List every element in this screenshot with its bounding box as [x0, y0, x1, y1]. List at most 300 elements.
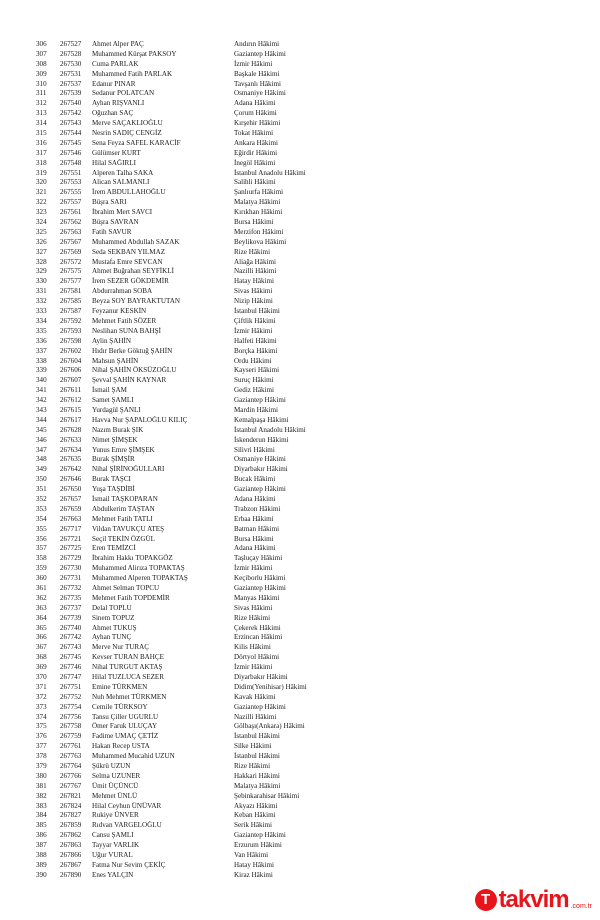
list-row — [0, 258, 600, 268]
court-assignment: Halfeti Hâkimi — [234, 336, 277, 345]
registry-number: 267561 — [60, 208, 82, 217]
row-number: 389 — [36, 860, 47, 869]
list-row — [0, 703, 600, 713]
court-assignment: Çekerek Hâkimi — [234, 623, 281, 632]
row-number: 371 — [36, 682, 47, 691]
person-name: Muhammed Abdullah SAZAK — [92, 237, 180, 246]
court-assignment: Tavşanlı Hâkimi — [234, 79, 281, 88]
list-row — [0, 188, 600, 198]
registry-number: 267539 — [60, 89, 82, 98]
row-number: 387 — [36, 841, 47, 850]
person-name: Burak ŞİMŞİR — [92, 455, 135, 464]
list-row — [0, 307, 600, 317]
row-number: 380 — [36, 771, 47, 780]
person-name: İrem ABDULLAHOĞLU — [92, 188, 166, 197]
row-number: 377 — [36, 742, 47, 751]
registry-number: 267743 — [60, 643, 82, 652]
registry-number: 267555 — [60, 188, 82, 197]
registry-number: 267659 — [60, 504, 82, 513]
row-number: 317 — [36, 148, 47, 157]
row-number: 363 — [36, 603, 47, 612]
row-number: 379 — [36, 762, 47, 771]
list-row — [0, 495, 600, 505]
court-assignment: Hakkari Hâkimi — [234, 771, 280, 780]
list-row — [0, 248, 600, 258]
person-name: İsmail ŞAM — [92, 386, 127, 395]
court-assignment: Kırşehir Hâkimi — [234, 119, 281, 128]
court-assignment: Nazilli Hâkimi — [234, 712, 277, 721]
registry-number: 267735 — [60, 593, 82, 602]
list-row — [0, 841, 600, 851]
list-row — [0, 119, 600, 129]
registry-number: 267544 — [60, 129, 82, 138]
registry-number: 267742 — [60, 633, 82, 642]
court-assignment: Salihli Hâkimi — [234, 178, 276, 187]
person-name: Yurdagül ŞANLI — [92, 405, 141, 414]
list-row — [0, 396, 600, 406]
person-name: Hilal TUZLUCA SEZER — [92, 673, 164, 681]
row-number: 318 — [36, 158, 47, 167]
registry-number: 267650 — [60, 485, 82, 494]
court-assignment: Trabzon Hâkimi — [234, 504, 281, 513]
registry-number: 267751 — [60, 682, 82, 691]
registry-number: 267577 — [60, 277, 82, 286]
row-number: 345 — [36, 425, 47, 434]
row-number: 370 — [36, 673, 47, 681]
row-number: 365 — [36, 623, 47, 632]
row-number: 356 — [36, 534, 47, 543]
registry-number: 267754 — [60, 702, 82, 711]
list-row — [0, 129, 600, 139]
row-number: 340 — [36, 376, 47, 385]
row-number: 315 — [36, 129, 47, 138]
list-row — [0, 792, 600, 802]
list-row — [0, 515, 600, 525]
person-name: Neslihan SUNA BAHŞİ — [92, 326, 161, 335]
person-name: Alperen Talha SAKA — [92, 168, 154, 177]
registry-number: 267737 — [60, 603, 82, 612]
court-assignment: Gediz Hâkimi — [234, 386, 274, 395]
row-number: 359 — [36, 564, 47, 573]
registry-number: 267542 — [60, 109, 82, 118]
list-row — [0, 475, 600, 485]
list-row — [0, 70, 600, 80]
registry-number: 267732 — [60, 583, 82, 592]
court-assignment: Kiraz Hâkimi — [234, 870, 273, 879]
row-number: 322 — [36, 198, 47, 207]
court-assignment: Manyas Hâkimi — [234, 593, 280, 602]
registry-number: 267611 — [60, 386, 82, 395]
court-assignment: Andırın Hâkimi — [234, 40, 280, 48]
person-name: Mehmet Fatih TATLI — [92, 514, 153, 523]
registry-number: 267545 — [60, 138, 82, 147]
row-number: 306 — [36, 40, 47, 48]
person-name: Muhammed Alperen TOPAKTAŞ — [92, 574, 188, 583]
row-number: 307 — [36, 49, 47, 58]
registry-number: 267756 — [60, 712, 82, 721]
person-name: Nazım Burak ŞIK — [92, 425, 144, 434]
registry-number: 267821 — [60, 791, 82, 800]
registry-number: 267543 — [60, 119, 82, 128]
court-assignment: Adana Hâkimi — [234, 494, 276, 503]
registry-number: 267827 — [60, 811, 82, 820]
person-name: Şükrü UZUN — [92, 762, 131, 771]
court-assignment: Erzincan Hâkimi — [234, 633, 283, 642]
person-name: Aylin ŞAHİN — [92, 336, 131, 345]
row-number: 378 — [36, 752, 47, 761]
court-assignment: Diyarbakır Hâkimi — [234, 465, 288, 474]
person-name: Cuma PARLAK — [92, 59, 139, 68]
registry-number: 267604 — [60, 356, 82, 365]
court-assignment: Suruç Hâkimi — [234, 376, 274, 385]
court-assignment: Van Hâkimi — [234, 851, 269, 860]
list-row — [0, 584, 600, 594]
list-row — [0, 742, 600, 752]
registry-number: 267593 — [60, 326, 82, 335]
person-name: Mustafa Emre SEVCAN — [92, 257, 163, 266]
registry-number: 267581 — [60, 287, 82, 296]
court-assignment: Rize Hâkimi — [234, 247, 271, 256]
row-number: 366 — [36, 633, 47, 642]
row-number: 388 — [36, 851, 47, 860]
court-assignment: Batman Hâkimi — [234, 524, 280, 533]
list-row — [0, 386, 600, 396]
court-assignment: Akyazı Hâkimi — [234, 801, 278, 810]
row-number: 352 — [36, 494, 47, 503]
court-assignment: İskenderun Hâkimi — [234, 435, 289, 444]
list-row — [0, 772, 600, 782]
row-number: 369 — [36, 663, 47, 672]
person-name: Nihal ŞİRİNOĞULLARI — [92, 465, 165, 474]
list-row — [0, 861, 600, 871]
list-row — [0, 732, 600, 742]
court-assignment: Gaziantep Hâkimi — [234, 831, 286, 840]
list-row — [0, 277, 600, 287]
list-row — [0, 208, 600, 218]
row-number: 314 — [36, 119, 47, 128]
person-name: Burak TAŞCI — [92, 475, 131, 484]
court-assignment: Nizip Hâkimi — [234, 297, 273, 306]
person-name: Hilal SAĞIRLI — [92, 158, 136, 167]
person-name: Büşra SAVRAN — [92, 218, 139, 227]
row-number: 373 — [36, 702, 47, 711]
row-number: 341 — [36, 386, 47, 395]
court-assignment: Sivas Hâkimi — [234, 287, 273, 296]
list-row — [0, 544, 600, 554]
row-number: 383 — [36, 801, 47, 810]
registry-number: 267717 — [60, 524, 82, 533]
court-assignment: İstanbul Hâkimi — [234, 732, 280, 741]
person-name: Rıdvan VARGELOĞLU — [92, 821, 162, 830]
row-number: 308 — [36, 59, 47, 68]
court-assignment: Kırıkhan Hâkimi — [234, 208, 283, 217]
registry-number: 267612 — [60, 396, 82, 405]
person-name: Ayhan TUNÇ — [92, 633, 132, 642]
registry-number: 267572 — [60, 257, 82, 266]
registry-number: 267546 — [60, 148, 82, 157]
court-assignment: Çorum Hâkimi — [234, 109, 277, 118]
row-number: 372 — [36, 692, 47, 701]
person-name: Uğur VURAL — [92, 851, 133, 860]
person-name: İbrahim Mert SAVCI — [92, 208, 153, 217]
row-number: 327 — [36, 247, 47, 256]
list-row — [0, 624, 600, 634]
row-number: 382 — [36, 791, 47, 800]
court-assignment: Gaziantep Hâkimi — [234, 583, 286, 592]
person-name: Sena Feyza SAFEL KARACİF — [92, 138, 181, 147]
person-name: Edanur PINAR — [92, 79, 136, 88]
list-row — [0, 159, 600, 169]
row-number: 330 — [36, 277, 47, 286]
list-row — [0, 139, 600, 149]
row-number: 390 — [36, 870, 47, 879]
row-number: 348 — [36, 455, 47, 464]
court-assignment: Gölbaşı(Ankara) Hâkimi — [234, 722, 305, 731]
court-assignment: Serik Hâkimi — [234, 821, 273, 830]
list-row — [0, 317, 600, 327]
list-row — [0, 99, 600, 109]
registry-number: 267725 — [60, 544, 82, 553]
registry-number: 267747 — [60, 673, 82, 681]
court-assignment: Erzurum Hâkimi — [234, 841, 282, 850]
court-assignment: İstanbul Anadolu Hâkimi — [234, 168, 306, 177]
person-name: Eren TEMİZCİ — [92, 544, 136, 553]
row-number: 331 — [36, 287, 47, 296]
court-assignment: Didim(Yenihisar) Hâkimi — [234, 682, 307, 691]
registry-number: 267824 — [60, 801, 82, 810]
court-assignment: Gaziantep Hâkimi — [234, 49, 286, 58]
list-row — [0, 802, 600, 812]
list-row — [0, 574, 600, 584]
list-row — [0, 178, 600, 188]
court-assignment: Gaziantep Hâkimi — [234, 702, 286, 711]
registry-number: 267551 — [60, 168, 82, 177]
court-assignment: İzmir Hâkimi — [234, 564, 273, 573]
court-assignment: Başkale Hâkimi — [234, 69, 280, 78]
registry-number: 267761 — [60, 742, 82, 751]
person-name: Yuşa TAŞDİBİ — [92, 485, 135, 494]
person-name: Mehmet Fatih SÖZER — [92, 316, 157, 325]
court-assignment: Beylikova Hâkimi — [234, 237, 287, 246]
person-name: Hilal Ceyhun ÜNÜVAR — [92, 801, 162, 810]
list-row — [0, 673, 600, 683]
registry-number: 267537 — [60, 79, 82, 88]
person-name: Cemile TÜRKSOY — [92, 702, 148, 711]
list-row — [0, 446, 600, 456]
person-name: Nuh Mehmet TÜRKMEN — [92, 692, 167, 701]
registry-number: 267575 — [60, 267, 82, 276]
row-number: 310 — [36, 79, 47, 88]
list-row — [0, 376, 600, 386]
person-name: Ümit ÜÇÜNCÜ — [92, 781, 139, 790]
list-row — [0, 436, 600, 446]
registry-number: 267528 — [60, 49, 82, 58]
row-number: 319 — [36, 168, 47, 177]
person-name: Merve Nur TURAÇ — [92, 643, 150, 652]
person-name: Ayhan RIŞVANLI — [92, 99, 145, 108]
court-assignment: İstanbul Anadolu Hâkimi — [234, 425, 306, 434]
person-name: Muhammed Mucahid UZUN — [92, 752, 175, 761]
list-row — [0, 337, 600, 347]
row-number: 381 — [36, 781, 47, 790]
registry-number: 267557 — [60, 198, 82, 207]
row-number: 336 — [36, 336, 47, 345]
registry-number: 267617 — [60, 415, 82, 424]
list-row — [0, 80, 600, 90]
person-name: Tayyar VARLIK — [92, 841, 140, 850]
list-row — [0, 465, 600, 475]
row-number: 320 — [36, 178, 47, 187]
court-assignment: Dörtyol Hâkimi — [234, 653, 280, 662]
appointment-list — [0, 40, 600, 881]
registry-number: 267567 — [60, 237, 82, 246]
list-row — [0, 871, 600, 881]
registry-number: 267745 — [60, 653, 82, 662]
person-name: Mehmet ÜNLÜ — [92, 791, 138, 800]
registry-number: 267866 — [60, 851, 82, 860]
row-number: 321 — [36, 188, 47, 197]
person-name: Sinem TOPUZ — [92, 613, 135, 622]
list-row — [0, 347, 600, 357]
court-assignment: İnegöl Hâkimi — [234, 158, 276, 167]
row-number: 354 — [36, 514, 47, 523]
person-name: Nihal ŞAHİN ÖKSÜZOĞLU — [92, 366, 177, 375]
registry-number: 267740 — [60, 623, 82, 632]
registry-number: 267657 — [60, 494, 82, 503]
registry-number: 267569 — [60, 247, 82, 256]
person-name: Nesrin SADIÇ CENGİZ — [92, 129, 162, 138]
row-number: 339 — [36, 366, 47, 375]
registry-number: 267746 — [60, 663, 82, 672]
row-number: 312 — [36, 99, 47, 108]
list-row — [0, 505, 600, 515]
list-row — [0, 614, 600, 624]
list-row — [0, 683, 600, 693]
person-name: Oğuzhan SAÇ — [92, 109, 134, 118]
registry-number: 267587 — [60, 307, 82, 316]
court-assignment: Osmaniye Hâkimi — [234, 455, 286, 464]
person-name: Hıdır Berke Göktuğ ŞAHİN — [92, 346, 173, 355]
list-row — [0, 693, 600, 703]
row-number: 343 — [36, 405, 47, 414]
registry-number: 267739 — [60, 613, 82, 622]
row-number: 316 — [36, 138, 47, 147]
court-assignment: Kayseri Hâkimi — [234, 366, 280, 375]
registry-number: 267758 — [60, 722, 82, 731]
person-name: Sedanur POLATCAN — [92, 89, 155, 98]
row-number: 355 — [36, 524, 47, 533]
list-row — [0, 50, 600, 60]
person-name: Nihal TURGUT AKTAŞ — [92, 663, 163, 672]
registry-number: 267635 — [60, 455, 82, 464]
row-number: 367 — [36, 643, 47, 652]
row-number: 361 — [36, 583, 47, 592]
court-assignment: Eğirdir Hâkimi — [234, 148, 278, 157]
person-name: Kevser TURAN BAHÇE — [92, 653, 164, 662]
court-assignment: Rize Hâkimi — [234, 762, 271, 771]
court-assignment: Kemalpaşa Hâkimi — [234, 415, 289, 424]
list-row — [0, 366, 600, 376]
row-number: 362 — [36, 593, 47, 602]
court-assignment: Ankara Hâkimi — [234, 138, 278, 147]
list-row — [0, 535, 600, 545]
person-name: Muhammed Fatih PARLAK — [92, 69, 173, 78]
court-assignment: Aliağa Hâkimi — [234, 257, 276, 266]
list-row — [0, 89, 600, 99]
court-assignment: Mardin Hâkimi — [234, 405, 278, 414]
court-assignment: Silivri Hâkimi — [234, 445, 275, 454]
court-assignment: Sivas Hâkimi — [234, 603, 273, 612]
registry-number: 267721 — [60, 534, 82, 543]
person-name: Feyzanur KESKİN — [92, 307, 147, 316]
row-number: 368 — [36, 653, 47, 662]
person-name: Muhammed Alirıza TOPAKTAŞ — [92, 564, 185, 573]
registry-number: 267553 — [60, 178, 82, 187]
row-number: 376 — [36, 732, 47, 741]
person-name: Fatma Nur Sevim ÇEKİÇ — [92, 860, 166, 869]
person-name: Seçil TEKİN ÖZGÜL — [92, 534, 155, 543]
list-row — [0, 40, 600, 50]
list-row — [0, 831, 600, 841]
list-row — [0, 752, 600, 762]
takvim-watermark — [475, 886, 592, 914]
court-assignment: Gaziantep Hâkimi — [234, 396, 286, 405]
registry-number: 267766 — [60, 771, 82, 780]
court-assignment: Kilis Hâkimi — [234, 643, 271, 652]
row-number: 334 — [36, 316, 47, 325]
court-assignment: Diyarbakır Hâkimi — [234, 673, 288, 681]
registry-number: 267759 — [60, 732, 82, 741]
court-assignment: Rize Hâkimi — [234, 613, 271, 622]
row-number: 311 — [36, 89, 47, 98]
list-row — [0, 594, 600, 604]
list-row — [0, 149, 600, 159]
list-row — [0, 663, 600, 673]
row-number: 364 — [36, 613, 47, 622]
row-number: 309 — [36, 69, 47, 78]
person-name: Emine TÜRKMEN — [92, 682, 148, 691]
list-row — [0, 485, 600, 495]
row-number: 385 — [36, 821, 47, 830]
registry-number: 267527 — [60, 40, 82, 48]
row-number: 375 — [36, 722, 47, 731]
person-name: Fatih SAVUR — [92, 227, 132, 236]
person-name: Enes YALÇIN — [92, 870, 134, 879]
row-number: 328 — [36, 257, 47, 266]
registry-number: 267548 — [60, 158, 82, 167]
registry-number: 267763 — [60, 752, 82, 761]
person-name: Delal TOPLU — [92, 603, 132, 612]
court-assignment: Tokat Hâkimi — [234, 129, 274, 138]
person-name: Vildan TAVUKÇU ATEŞ — [92, 524, 165, 533]
list-row — [0, 604, 600, 614]
list-row — [0, 762, 600, 772]
list-row — [0, 811, 600, 821]
row-number: 325 — [36, 227, 47, 236]
list-row — [0, 297, 600, 307]
registry-number: 267592 — [60, 316, 82, 325]
registry-number: 267862 — [60, 831, 82, 840]
person-name: Selma UZUNER — [92, 771, 141, 780]
list-row — [0, 60, 600, 70]
list-row — [0, 782, 600, 792]
person-name: Hakan Recep USTA — [92, 742, 150, 751]
person-name: Tansu Çiller UGURLU — [92, 712, 159, 721]
person-name: Yunus Emre ŞİMŞEK — [92, 445, 155, 454]
registry-number: 267729 — [60, 554, 82, 563]
person-name: Büşra SARI — [92, 198, 127, 207]
row-number: 349 — [36, 465, 47, 474]
